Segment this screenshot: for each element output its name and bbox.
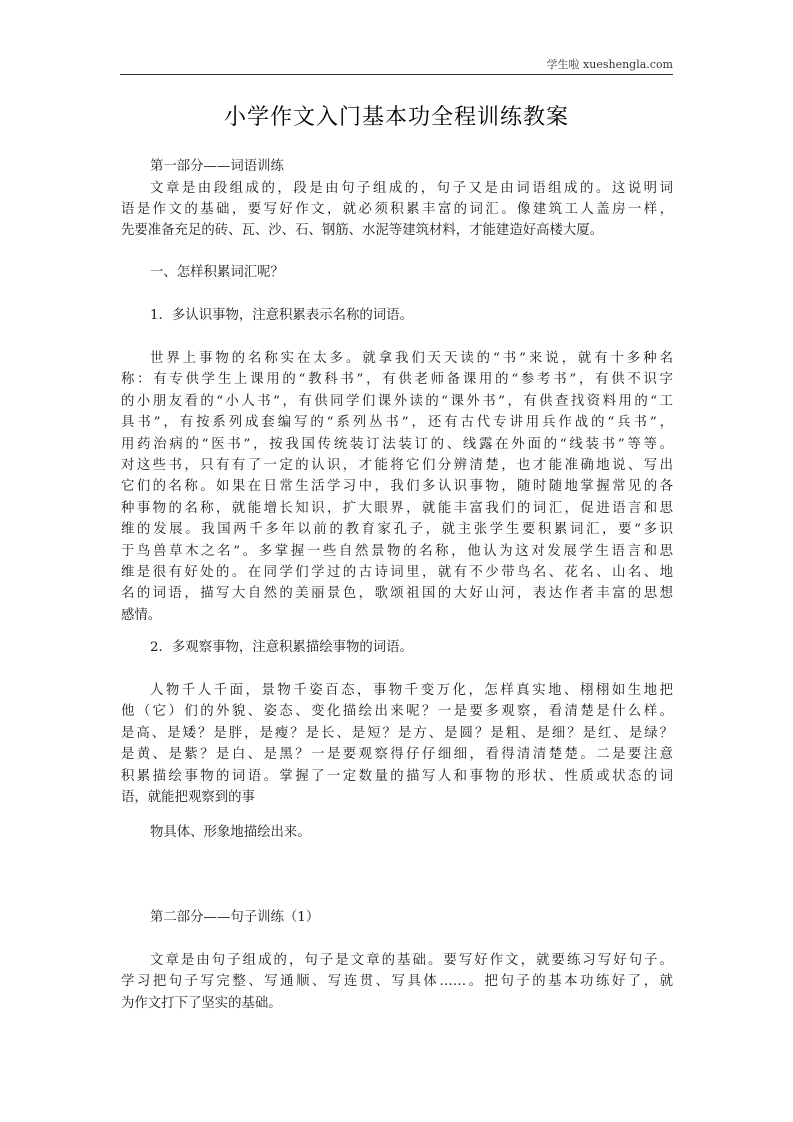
part2-paragraph: [121, 950, 673, 1014]
point1-heading-text: 1．多认识事物，注意积累表示名称的词语。: [150, 308, 413, 323]
paragraph-line: 他（它）们的外貌、姿态、变化描绘出来呢？一是要多观察，看清楚是什么样。: [121, 704, 673, 720]
paragraph-line: 人物千人千面，景物千姿百态，事物千变万化，怎样真实地、栩栩如生地把: [150, 683, 673, 698]
intro-paragraph: [121, 178, 673, 242]
paragraph-line: 维的发展。我国两千多年以前的教育家孔子，就主张学生要积累词汇，要“多识: [121, 522, 673, 538]
point2-paragraph: [121, 680, 673, 808]
paragraph-line: 种事物的名称，就能增长知识，扩大眼界，就能丰富我们的词汇，促进语言和思: [121, 500, 673, 516]
header-site-name: 学生啦 xueshengla.com: [546, 58, 673, 71]
paragraph-line: 维是很有好处的。在同学们学过的古诗词里，就有不少带鸟名、花名、山名、地: [121, 564, 673, 580]
paragraph-line: 具书”，有按系列成套编写的“系列丛书”，还有古代专讲用兵作战的“兵书”，: [121, 415, 673, 431]
point1-heading: [121, 305, 673, 326]
part1-heading-text: 第一部分——词语训练: [150, 159, 284, 174]
paragraph-line: 为作文打下了坚实的基础。: [121, 995, 282, 1011]
section1-heading-text: 一、怎样积累词汇呢？: [150, 265, 284, 280]
paragraph-line: 世界上事物的名称实在太多。就拿我们天天读的“书”来说，就有十多种名: [150, 351, 673, 366]
section1-heading: [121, 262, 673, 283]
part1-heading: [121, 156, 673, 177]
paragraph-line: 对这些书，只有有了一定的认识，才能将它们分辨清楚，也才能准确地说、写出: [121, 457, 673, 473]
paragraph-line: 语是作文的基础，要写好作文，就必须积累丰富的词汇。像建筑工人盖房一样，: [121, 201, 673, 217]
paragraph-line: 称：有专供学生上课用的“教科书”，有供老师备课用的“参考书”，有供不识字: [121, 372, 673, 388]
paragraph-line: 先要准备充足的砖、瓦、沙、石、钢筋、水泥等建筑材料，才能建造好高楼大厦。: [121, 223, 604, 239]
paragraph-line: 于鸟兽草木之名”。多掌握一些自然景物的名称，他认为这对发展学生语言和思: [121, 543, 673, 559]
part2-heading: [121, 907, 673, 928]
paragraph-line: 是高、是矮？是胖，是瘦？是长、是短？是方、是圆？是粗、是细？是红、是绿？: [121, 725, 673, 741]
point2-tail: [121, 822, 673, 843]
paragraph-line: 的小朋友看的“小人书”，有供同学们课外读的“课外书”，有供查找资料用的“工: [121, 393, 673, 409]
paragraph-line: 积累描绘事物的词语。掌握了一定数量的描写人和事物的形状、性质或状态的词: [121, 768, 673, 784]
paragraph-line: 名的词语，描写大自然的美丽景色，歌颂祖国的大好山河，表达作者丰富的思想: [121, 586, 673, 602]
paragraph-line: 感情。: [121, 607, 162, 623]
paragraph-line: 用药治病的“医书”，按我国传统装订法装订的、线露在外面的“线装书”等等。: [121, 436, 673, 452]
point1-paragraph: [121, 348, 673, 626]
point2-heading: [121, 637, 673, 658]
paragraph-line: 文章是由段组成的，段是由句子组成的，句子又是由词语组成的。这说明词: [150, 180, 673, 196]
paragraph-line: 文章是由句子组成的，句子是文章的基础。要写好作文，就要练习写好句子。: [150, 953, 673, 968]
part2-heading-text: 第二部分——句子训练（1）: [150, 910, 320, 925]
page-title: 小学作文入门基本功全程训练教案: [223, 105, 569, 130]
paragraph-line: 物具体、形象地描绘出来。: [150, 825, 311, 840]
paragraph-line: 学习把句子写完整、写通顺、写连贯、写具体……。把句子的基本功练好了，就: [121, 974, 673, 990]
paragraph-line: 它们的名称。如果在日常生活学习中，我们多认识事物，随时随地掌握常见的各: [121, 479, 673, 495]
point2-heading-text: 2．多观察事物，注意积累描绘事物的词语。: [150, 640, 413, 655]
page-header: [120, 58, 673, 75]
paragraph-line: 是黄、是紫？是白、是黑？一是要观察得仔仔细细，看得清清楚楚。二是要注意: [121, 747, 673, 763]
paragraph-line: 语，就能把观察到的事: [121, 789, 255, 805]
